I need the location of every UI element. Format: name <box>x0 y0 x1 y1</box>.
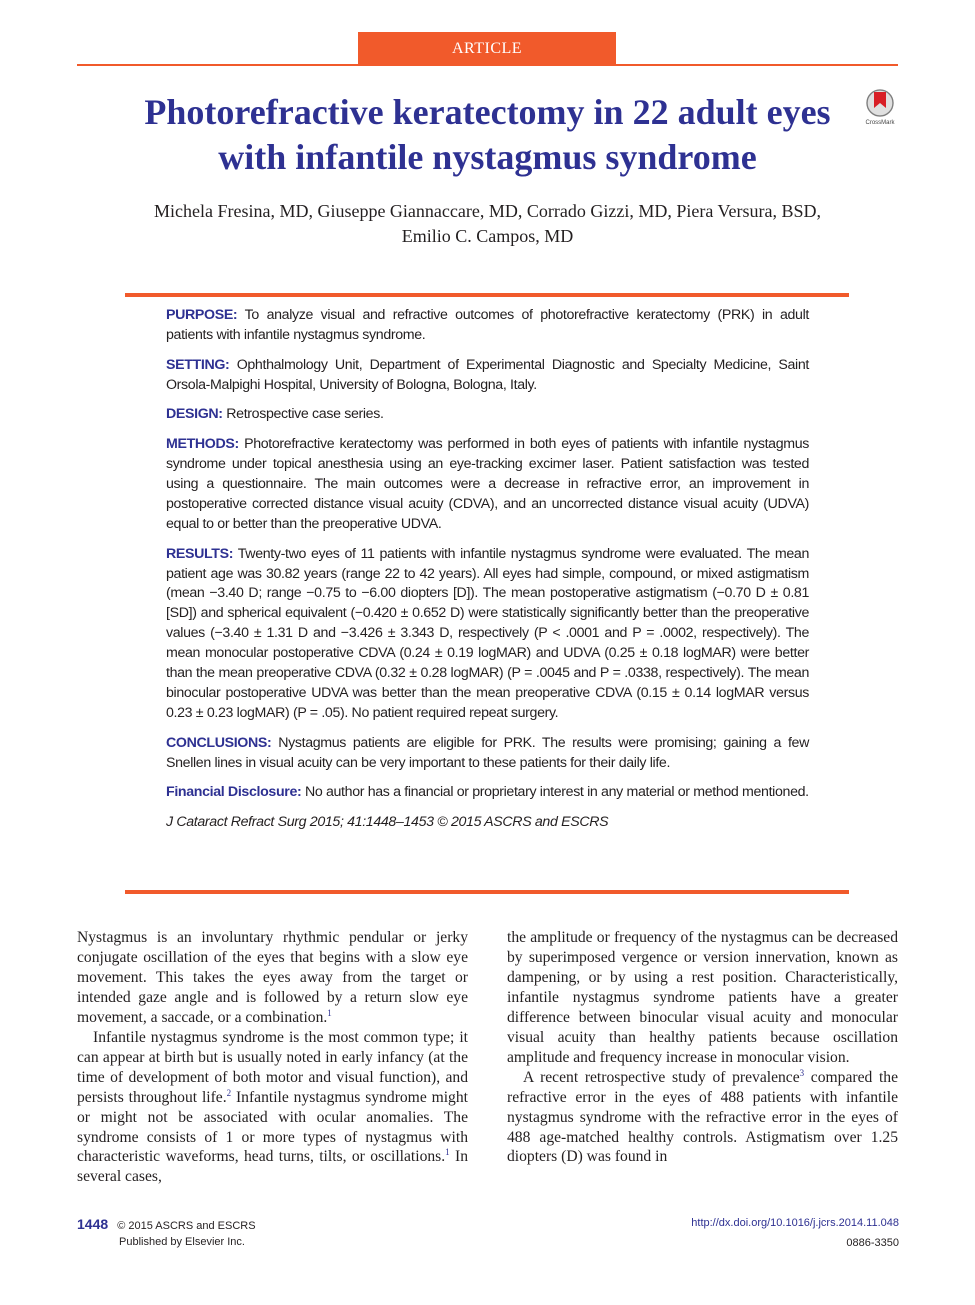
section-text: No author has a financial or proprietary interest in any material or method mentioned. <box>301 784 809 801</box>
abstract-top-rule <box>125 293 849 297</box>
author-list <box>100 199 875 249</box>
section-text: Retrospective case series. <box>222 406 384 423</box>
body-paragraph: the amplitude or frequency of the nystagmus can be decreased by superimposed vergence or version innervation, known as dampening, or by using a rest position. Characteristically, infantile nystagmus syndrome patients have a greater difference between binocular visual acuity and monocular visual acuity than healthy patients because oscillation amplitude and frequency increase in monocular vision. <box>507 929 898 1066</box>
abstract <box>166 306 809 843</box>
header-rule <box>77 64 898 66</box>
abstract-financial-disclosure <box>166 783 809 803</box>
doi-link[interactable]: http://dx.doi.org/10.1016/j.jcrs.2014.11.048 <box>691 1217 899 1229</box>
section-text: Nystagmus patients are eligible for PRK. The results were promising; gaining a few Snellen lines in visual acuity can be very important to these patients for their daily life. <box>166 734 809 771</box>
author-line: Emilio C. Campos, MD <box>401 226 574 246</box>
section-text: To analyze visual and refractive outcomes of photorefractive keratectomy (PRK) in adult patients with infantile nystagmus syndrome. <box>166 307 809 343</box>
section-text: Twenty-two eyes of 11 patients with infantile nystagmus syndrome were evaluated. The mean patient age was 30.82 years (range 22 to 42 years). All eyes had simple, compound, or mixed astigmatism (mean −3.40 D; range −0.75 to −6.00 diopters [D]). The mean postoperative astigmatism (−0.70 D ± 0.81 [SD]) and spherical equivalent (−0.420 ± 0.652 D) were statistically significantly better than the preoperative values (−3.40 ± 1.31 D and −3.426 ± 3.343 D, respectively (P < .0001 and P = .0002, respectively). The mean monocular postoperative CDVA (0.24 ± 0.19 logMAR) and UDVA (0.25 ± 0.18 logMAR) were better than the mean preoperative CDVA (0.32 ± 0.28 logMAR) (P = .0045 and P = .0338, respectively). The mean binocular postoperative UDVA was better than the mean preoperative CDVA (0.15 ± 0.14 logMAR versus 0.23 ± 0.23 logMAR) (P = .05). No patient required repeat surgery. <box>166 545 809 721</box>
crossmark-icon <box>865 88 895 120</box>
crossmark-badge[interactable] <box>860 88 900 130</box>
abstract-bottom-rule <box>125 890 849 894</box>
section-label: DESIGN: <box>166 406 223 423</box>
abstract-design <box>166 405 809 425</box>
footer-left <box>77 1216 256 1232</box>
section-text: Ophthalmology Unit, Department of Experimental Diagnostic and Specialty Medicine, Saint Orsola-Malpighi Hospital, University of Bologna, Bologna, Italy. <box>166 356 809 393</box>
abstract-setting <box>166 356 809 396</box>
section-label: Financial Disclosure: <box>166 784 302 801</box>
publisher: Published by Elsevier Inc. <box>119 1236 245 1248</box>
reference-link[interactable]: 1 <box>327 1007 332 1018</box>
reference-link[interactable]: 1 <box>445 1147 450 1158</box>
body-column-left <box>77 928 468 1187</box>
author-line: Michela Fresina, MD, Giuseppe Giannaccare, MD, Corrado Gizzi, MD, Piera Versura, BSD, <box>153 201 821 221</box>
section-text: Photorefractive keratectomy was performed in both eyes of patients with infantile nystagmus syndrome under topical anesthesia using an eye-tracking excimer laser. Patient satisfaction was tested using a questionnaire. The main outcomes were a decrease in refractive error, an improvement in postoperative corrected distance visual acuity (CDVA), and an uncorrected distance visual acuity (UDVA) equal to or better than the preoperative UDVA. <box>166 436 809 532</box>
body-column-right <box>507 928 898 1167</box>
body-paragraph: A recent retrospective study of prevalence$^3$ compared the refractive error in the eyes of 488 patients with infantile nystagmus syndrome with the refractive error in the eyes of 488 age-matched healthy controls. Astigmatism over 1.25 diopters (D) was found in <box>507 1067 898 1166</box>
section-label: METHODS: <box>166 436 239 453</box>
abstract-methods <box>166 435 809 535</box>
issn: 0886-3350 <box>846 1237 899 1249</box>
article-title: Photorefractive keratectomy in 22 adult eyes with infantile nystagmus syndrome <box>144 92 831 177</box>
journal-citation: J Cataract Refract Surg 2015; 41:1448–1453 © 2015 ASCRS and ESCRS <box>166 814 609 831</box>
page-number: 1448 <box>77 1216 109 1232</box>
section-label: RESULTS: <box>166 545 234 562</box>
copyright: © 2015 ASCRS and ESCRS <box>117 1220 256 1232</box>
reference-link[interactable]: 2 <box>226 1087 232 1098</box>
section-label: PURPOSE: <box>166 307 238 323</box>
abstract-conclusions <box>166 734 809 774</box>
abstract-results <box>166 545 809 724</box>
article-type-tag: ARTICLE <box>358 32 616 65</box>
body-paragraph: Infantile nystagmus syndrome is the most common type; it can appear at birth but is usually noted in early infancy (at the time of development of both motor and visual function), and persists throughout life.$^2$ Infantile nystagmus syndrome might or might not be associated with ocular anomalies. The syndrome consists of 1 or more types of nystagmus with characteristic waveforms, head turns, tilts, or oscillations.$^1$ In several cases, <box>77 1028 468 1186</box>
body-paragraph: Nystagmus is an involuntary rhythmic pendular or jerky conjugate oscillation of the eyes that begins with a slow eye movement. This takes the eyes away from the target or intended gaze angle and is followed by a return slow eye movement, a saccade, or a combination.$^1$ <box>77 929 468 1026</box>
crossmark-label: CrossMark <box>865 120 895 126</box>
reference-link[interactable]: 3 <box>799 1067 805 1078</box>
section-label: SETTING: <box>166 356 230 373</box>
abstract-purpose <box>166 306 809 346</box>
section-label: CONCLUSIONS: <box>166 734 272 751</box>
